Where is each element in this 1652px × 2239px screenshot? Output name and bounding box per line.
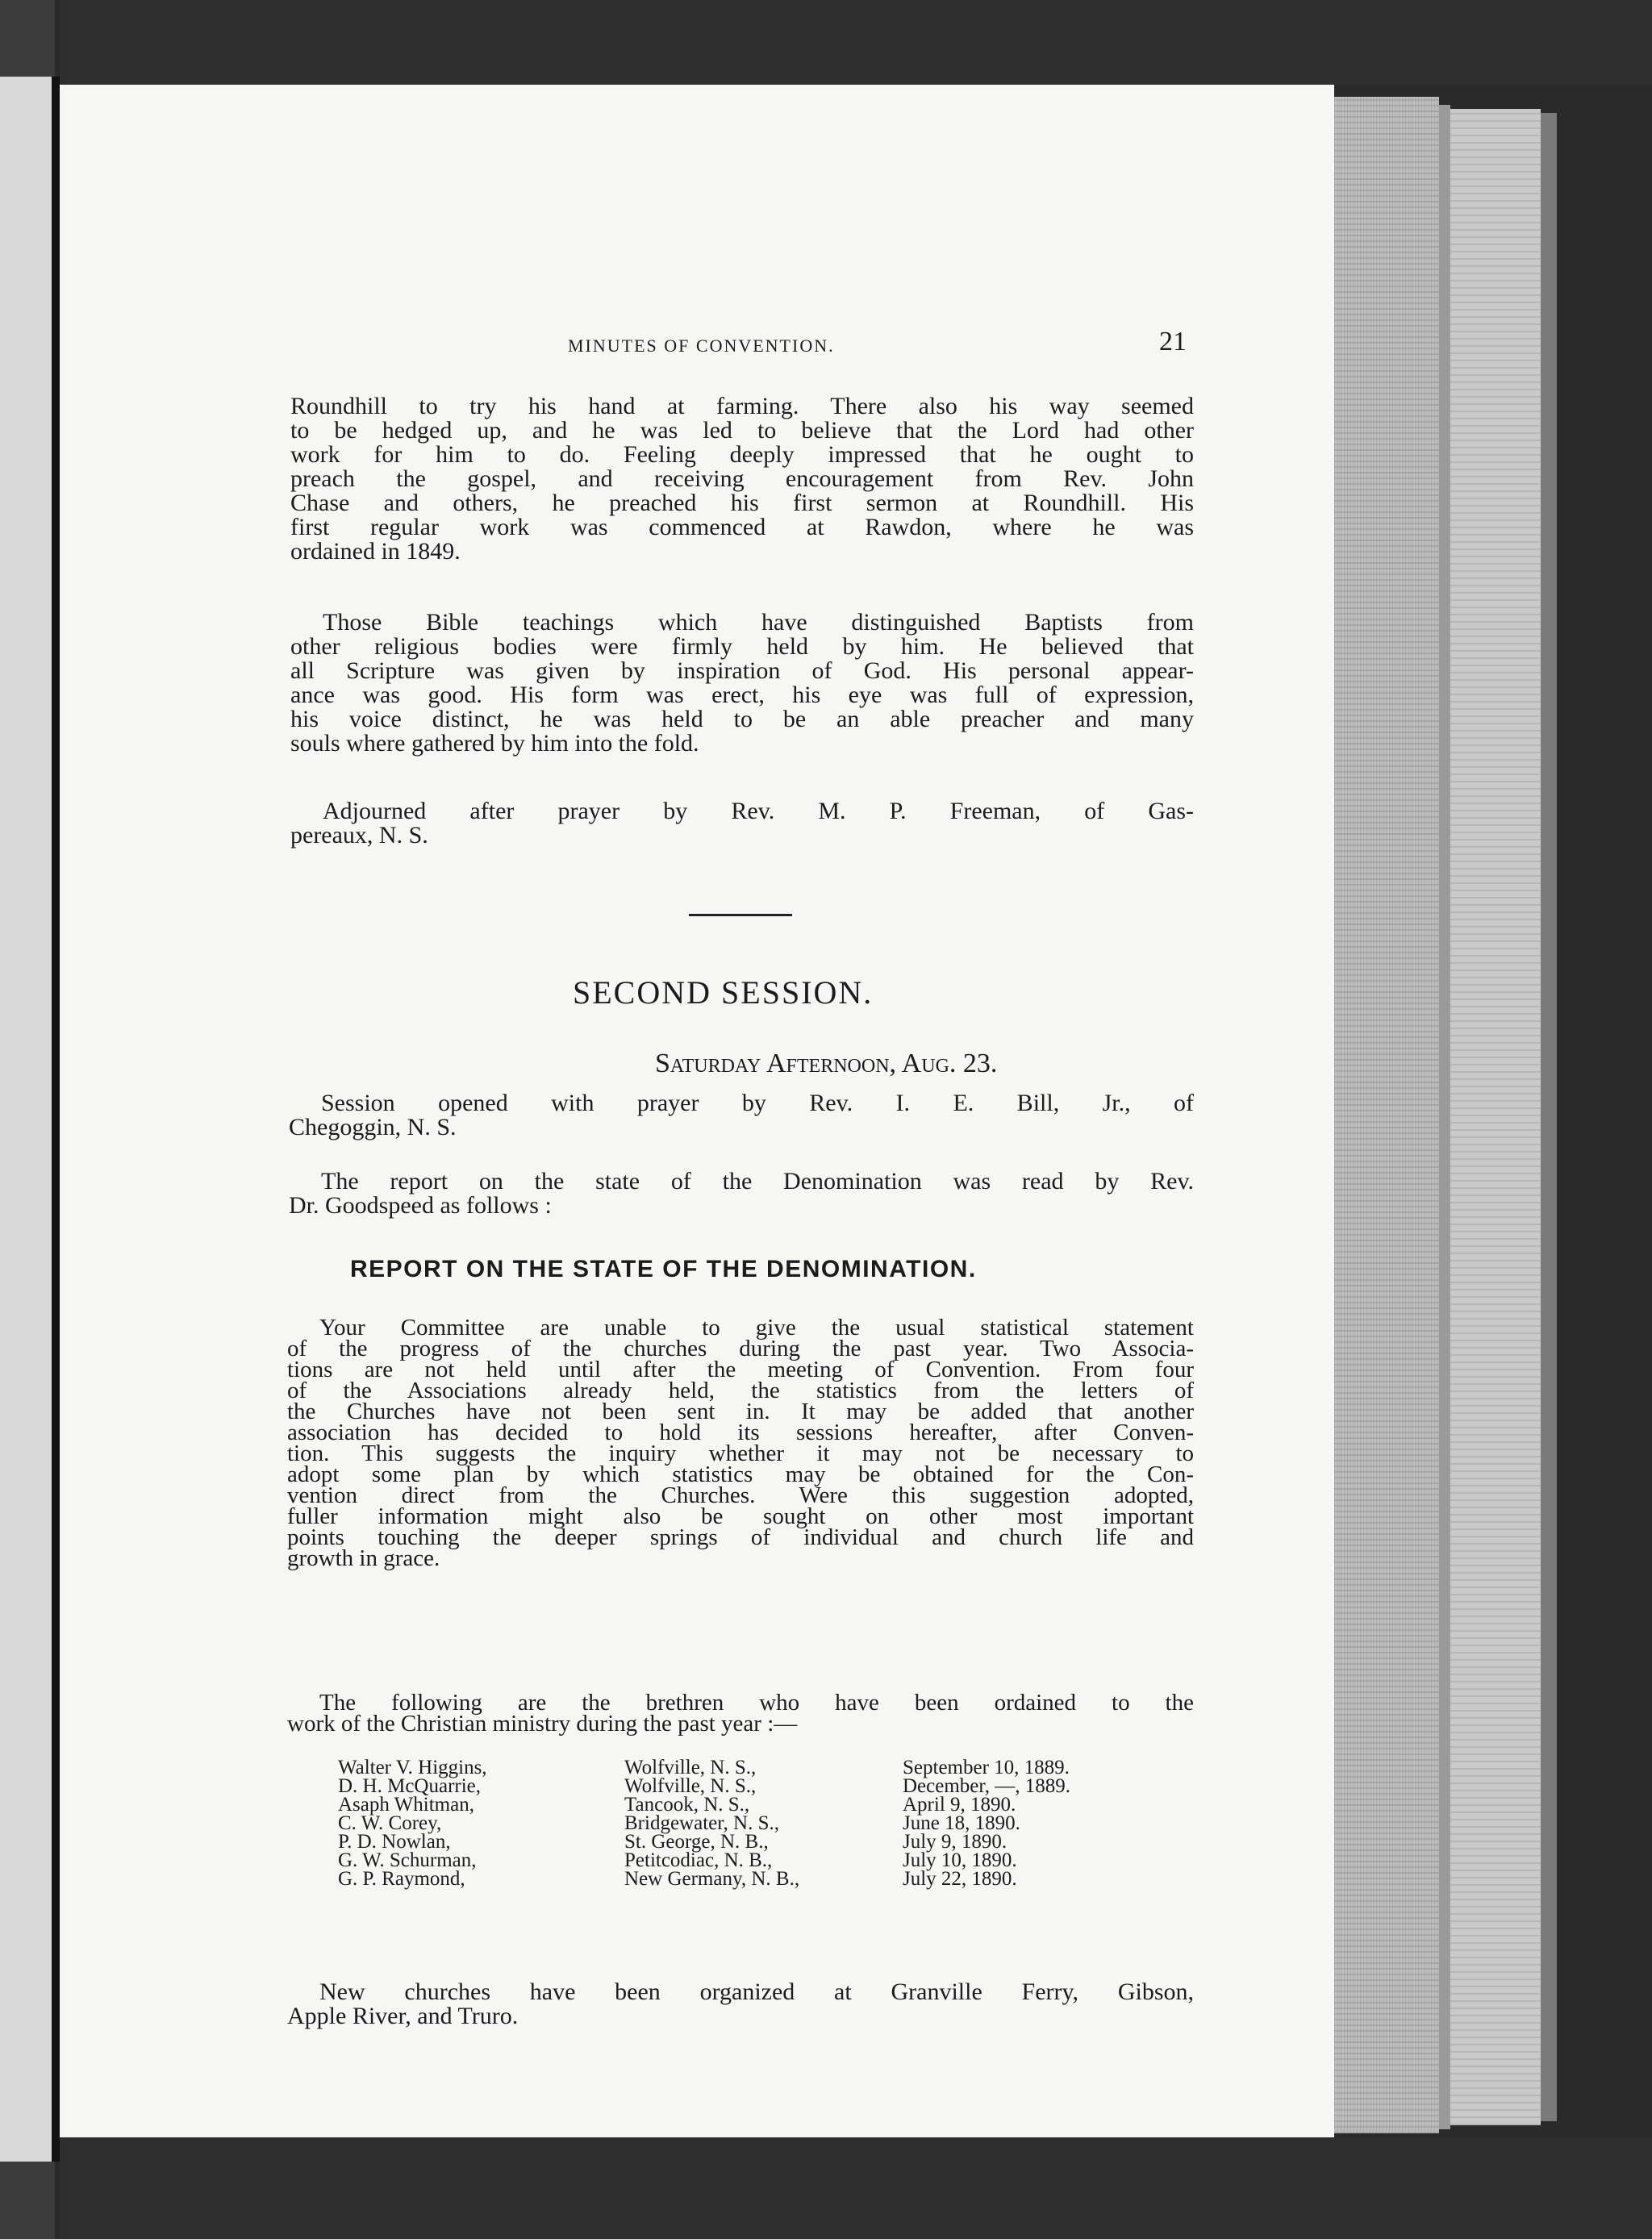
- ordination-date: July 10, 1890.: [903, 1849, 1017, 1871]
- text-line: of the Associations already held, the statistics from the letters of: [287, 1378, 1194, 1403]
- previous-page-edge: [0, 77, 53, 2162]
- text-line: Chase and others, he preached his first sermon at Roundhill. His: [290, 490, 1194, 516]
- book-page-edges: [1334, 97, 1439, 2133]
- ordination-place: Bridgewater, N. S.,: [624, 1812, 780, 1834]
- book-edge-shadow: [1439, 105, 1450, 2129]
- session-date: Saturday Afternoon, Aug. 23.: [655, 1049, 998, 1078]
- running-header: MINUTES OF CONVENTION.: [568, 336, 835, 356]
- text-line: all Scripture was given by inspiration of God. His personal appear-: [290, 657, 1194, 684]
- paragraph-committee-report: [287, 1317, 1194, 1569]
- text-line: vention direct from the Churches. Were this suggestion adopted,: [287, 1482, 1194, 1508]
- ordination-date: April 9, 1890.: [903, 1794, 1016, 1816]
- text-line: tions are not held until after the meeting of Convention. From four: [287, 1357, 1194, 1382]
- section-title: SECOND SESSION.: [573, 974, 874, 1011]
- paragraph-session-opened: [289, 1091, 1194, 1140]
- ordination-name: G. P. Raymond,: [338, 1868, 465, 1890]
- text-line: Roundhill to try his hand at farming. There also his way seemed: [290, 393, 1194, 419]
- ordination-place: Tancook, N. S.,: [624, 1794, 750, 1816]
- text-line: the Churches have not been sent in. It may be added that another: [287, 1399, 1194, 1424]
- ordination-place: New Germany, N. B.,: [624, 1868, 800, 1890]
- ordination-name: D. H. McQuarrie,: [338, 1775, 482, 1797]
- scan-background-bottom: [60, 2137, 1652, 2239]
- section-separator-rule: [689, 914, 792, 916]
- paragraph-report-read: [289, 1170, 1194, 1218]
- paragraph-ordained-intro: [287, 1690, 1194, 1737]
- text-line: Those Bible teachings which have distinguished Baptists from: [323, 609, 1194, 636]
- ordination-name: P. D. Nowlan,: [338, 1831, 451, 1853]
- text-line: souls where gathered by him into the fold.: [290, 730, 699, 757]
- paragraph-bible-teachings: [290, 611, 1194, 756]
- text-line: Session opened with prayer by Rev. I. E. Bill, Jr., of: [321, 1090, 1194, 1116]
- ordination-place: Wolfville, N. S.,: [624, 1757, 757, 1778]
- text-line: preach the gospel, and receiving encouragement from Rev. John: [290, 465, 1194, 492]
- ordination-date: July 22, 1890.: [903, 1868, 1017, 1890]
- text-line: Your Committee are unable to give the usual statistical statement: [319, 1315, 1194, 1340]
- text-line: Chegoggin, N. S.: [289, 1114, 457, 1140]
- text-line: work of the Christian ministry during the past year :—: [287, 1711, 798, 1737]
- text-line: Adjourned after prayer by Rev. M. P. Freeman, of Gas-: [323, 798, 1194, 824]
- text-line: to be hedged up, and he was led to believe that the Lord had other: [290, 417, 1194, 444]
- text-line: Dr. Goodspeed as follows :: [289, 1192, 552, 1219]
- report-heading: REPORT ON THE STATE OF THE DENOMINATION.: [350, 1256, 977, 1282]
- text-line: tion. This suggests the inquiry whether it may not be necessary to: [287, 1441, 1194, 1466]
- text-line: The report on the state of the Denomination was read by Rev.: [321, 1168, 1194, 1195]
- text-line: his voice distinct, he was held to be an able preacher and many: [290, 706, 1194, 732]
- ordination-date: June 18, 1890.: [903, 1812, 1020, 1834]
- ordination-place: Petitcodiac, N. B.,: [624, 1849, 773, 1871]
- paragraph-obituary-continued: [290, 394, 1194, 564]
- page-number: 21: [1159, 327, 1187, 356]
- text-line: New churches have been organized at Granville Ferry, Gibson,: [319, 1978, 1194, 2005]
- scan-background-top: [60, 0, 1652, 85]
- text-line: adopt some plan by which statistics may be obtained for the Con-: [287, 1461, 1194, 1487]
- text-line: of the progress of the churches during the past year. Two Associa-: [287, 1336, 1194, 1361]
- ordination-name: C. W. Corey,: [338, 1812, 442, 1834]
- text-line: first regular work was commenced at Rawdon, where he was: [290, 514, 1194, 540]
- text-line: work for him to do. Feeling deeply impressed that he ought to: [290, 441, 1194, 468]
- text-line: other religious bodies were firmly held by him. He believed that: [290, 633, 1194, 660]
- ordination-name: Walter V. Higgins,: [338, 1757, 487, 1778]
- ordination-name: G. W. Schurman,: [338, 1849, 477, 1871]
- ordination-place: Wolfville, N. S.,: [624, 1775, 757, 1797]
- text-line: The following are the brethren who have been ordained to the: [319, 1690, 1194, 1716]
- ordination-name: Asaph Whitman,: [338, 1794, 474, 1816]
- text-line: pereaux, N. S.: [290, 822, 428, 848]
- text-line: growth in grace.: [287, 1545, 440, 1571]
- ordination-place: St. George, N. B.,: [624, 1831, 769, 1853]
- ordination-date: December, —, 1889.: [903, 1775, 1070, 1797]
- text-line: fuller information might also be sought on other most important: [287, 1503, 1194, 1529]
- text-line: ance was good. His form was erect, his eye was full of expression,: [290, 682, 1194, 708]
- book-edge-end: [1541, 113, 1557, 2121]
- book-gutter: [52, 77, 60, 2162]
- book-page: [60, 85, 1334, 2137]
- ordination-date: September 10, 1889.: [903, 1757, 1070, 1778]
- paragraph-new-churches: [287, 1980, 1194, 2028]
- text-line: Apple River, and Truro.: [287, 2003, 519, 2029]
- text-line: association has decided to hold its sessions hereafter, after Conven-: [287, 1420, 1194, 1445]
- text-line: ordained in 1849.: [290, 538, 461, 565]
- book-edge-pages: [1450, 109, 1541, 2125]
- ordination-date: July 9, 1890.: [903, 1831, 1007, 1853]
- paragraph-adjourned: [290, 799, 1194, 848]
- text-line: points touching the deeper springs of individual and church life and: [287, 1524, 1194, 1550]
